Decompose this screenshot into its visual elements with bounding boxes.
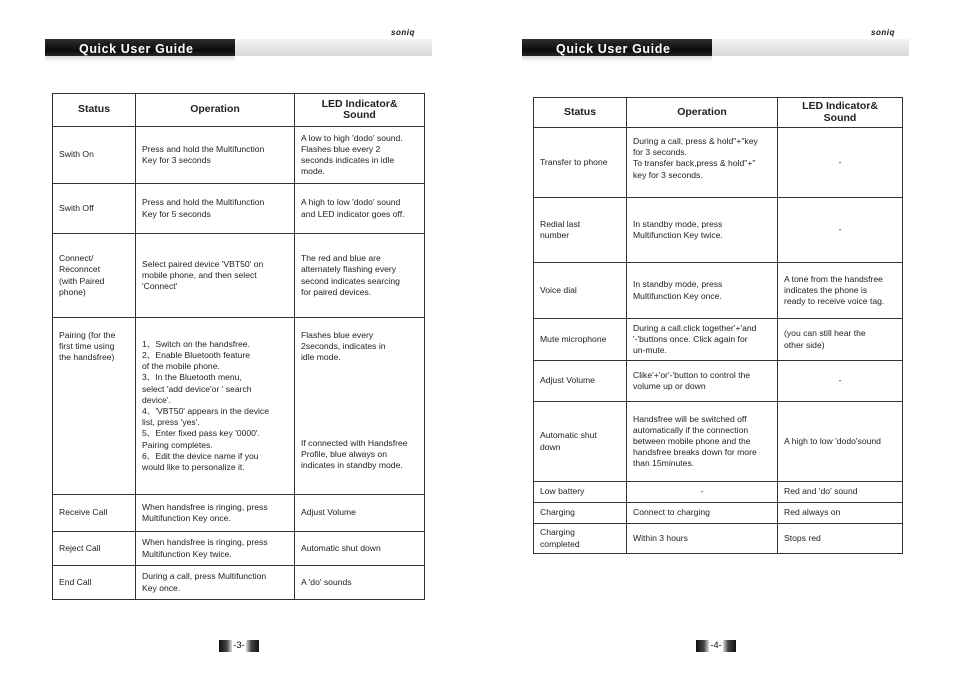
operation-cell: In standby mode, press Multifunction Key once. [627,263,778,319]
guide-table [533,97,903,554]
led-cell: A high to low 'dodo' sound and LED indicator goes off. [295,184,425,234]
status-cell: Automatic shut down [534,402,627,482]
header-tail [230,39,432,56]
status-cell: Connect/ Reconncet (with Paired phone) [53,234,136,318]
table-row [534,263,903,319]
status-cell: End Call [53,566,136,600]
header-status: Status [53,94,136,127]
status-cell: Swith Off [53,184,136,234]
guide-title: Quick User Guide [556,42,671,56]
table-row [534,361,903,402]
table-row [53,495,425,532]
table-row [534,482,903,503]
led-cell: The red and blue are alternately flashing every second indicates searcing for paired devices. [295,234,425,318]
led-cell: A low to high 'dodo' sound. Flashes blue every 2 seconds indicates in idle mode. [295,127,425,184]
led-cell: - [778,128,903,198]
operation-cell: In standby mode, press Multifunction Key twice. [627,198,778,263]
operation-cell: - [627,482,778,503]
operation-cell: During a call.click together'+'and '-'buttons once. Click again for un-mute. [627,319,778,361]
led-cell: Red and 'do' sound [778,482,903,503]
table-row [534,319,903,361]
status-cell: Adjust Volume [534,361,627,402]
table-row [53,127,425,184]
status-cell: Charging [534,503,627,524]
page-number-text: -3- [233,640,245,651]
operation-cell: When handsfree is ringing, press Multifunction Key once. [136,495,295,532]
led-cell: - [778,361,903,402]
guide-title: Quick User Guide [79,42,194,56]
table-row [534,524,903,554]
header-led: LED Indicator& Sound [778,98,903,128]
table-row [53,234,425,318]
status-cell: Receive Call [53,495,136,532]
status-cell: Low battery [534,482,627,503]
header-status: Status [534,98,627,128]
operation-cell: Press and hold the Multifunction Key for 3 seconds [136,127,295,184]
status-cell: Swith On [53,127,136,184]
operation-cell: Connect to charging [627,503,778,524]
header-tail [707,39,909,56]
page-number [696,640,736,652]
table-row [53,566,425,600]
page-right [477,0,954,677]
operation-cell: Select paired device 'VBT50' on mobile phone, and then select 'Connect' [136,234,295,318]
led-cell: - [778,198,903,263]
operation-cell: 1、Switch on the handsfree. 2、Enable Bluetooth feature of the mobile phone. 3、In the Bluetooth menu, select 'add device'or ' search device'. 4、'VBT50' appears in the device list, press 'yes'. 5、Enter fixed pass key '0000'. Pairing completes. 6、Edit the device name if you would like to personalize it. [136,318,295,495]
led-text-standby: If connected with Handsfree Profile, blue always on indicates in standby mode. [301,437,408,470]
header-operation: Operation [136,94,295,127]
table-row [53,318,425,495]
led-cell: A high to low 'dodo'sound [778,402,903,482]
status-cell: Redial last number [534,198,627,263]
status-cell: Transfer to phone [534,128,627,198]
header-led: LED Indicator& Sound [295,94,425,127]
status-cell: Pairing (for the first time using the handsfree) [53,318,136,495]
status-cell: Mute microphone [534,319,627,361]
operation-cell: During a call, press Multifunction Key once. [136,566,295,600]
led-cell: Automatic shut down [295,532,425,566]
operation-cell: Clike'+'or'-'button to control the volume up or down [627,361,778,402]
page-number [219,640,259,652]
operation-cell: Press and hold the Multifunction Key for 5 seconds [136,184,295,234]
brand-logo: soniq [391,28,415,37]
status-cell: Charging completed [534,524,627,554]
guide-table [52,93,425,600]
led-cell [295,318,425,495]
led-cell: Red always on [778,503,903,524]
operation-cell: When handsfree is ringing, press Multifunction Key twice. [136,532,295,566]
status-cell: Voice dial [534,263,627,319]
table-row [534,198,903,263]
header-shadow [45,56,235,62]
status-cell: Reject Call [53,532,136,566]
led-cell: (you can still hear the other side) [778,319,903,361]
header-shadow [522,56,712,62]
brand-logo: soniq [871,28,895,37]
cell-spacer [301,364,418,438]
page-number-text: -4- [710,640,722,651]
operation-cell: During a call, press & hold"+"key for 3 seconds. To transfer back,press & hold"+" key for 3 seconds. [627,128,778,198]
header-operation: Operation [627,98,778,128]
led-cell: Stops red [778,524,903,554]
table-header-row [534,98,903,128]
table-row [534,503,903,524]
led-cell: A 'do' sounds [295,566,425,600]
led-cell: A tone from the handsfree indicates the phone is ready to receive voice tag. [778,263,903,319]
table-header-row [53,94,425,127]
operation-cell: Within 3 hours [627,524,778,554]
table-row [53,532,425,566]
led-cell: Adjust Volume [295,495,425,532]
table-row [534,402,903,482]
table-row [53,184,425,234]
operation-cell: Handsfree will be switched off automatically if the connection between mobile phone and the handsfree breaks down for more than 15minutes. [627,402,778,482]
table-row [534,128,903,198]
led-text-idle: Flashes blue every 2seconds, indicates in idle mode. [301,330,386,363]
